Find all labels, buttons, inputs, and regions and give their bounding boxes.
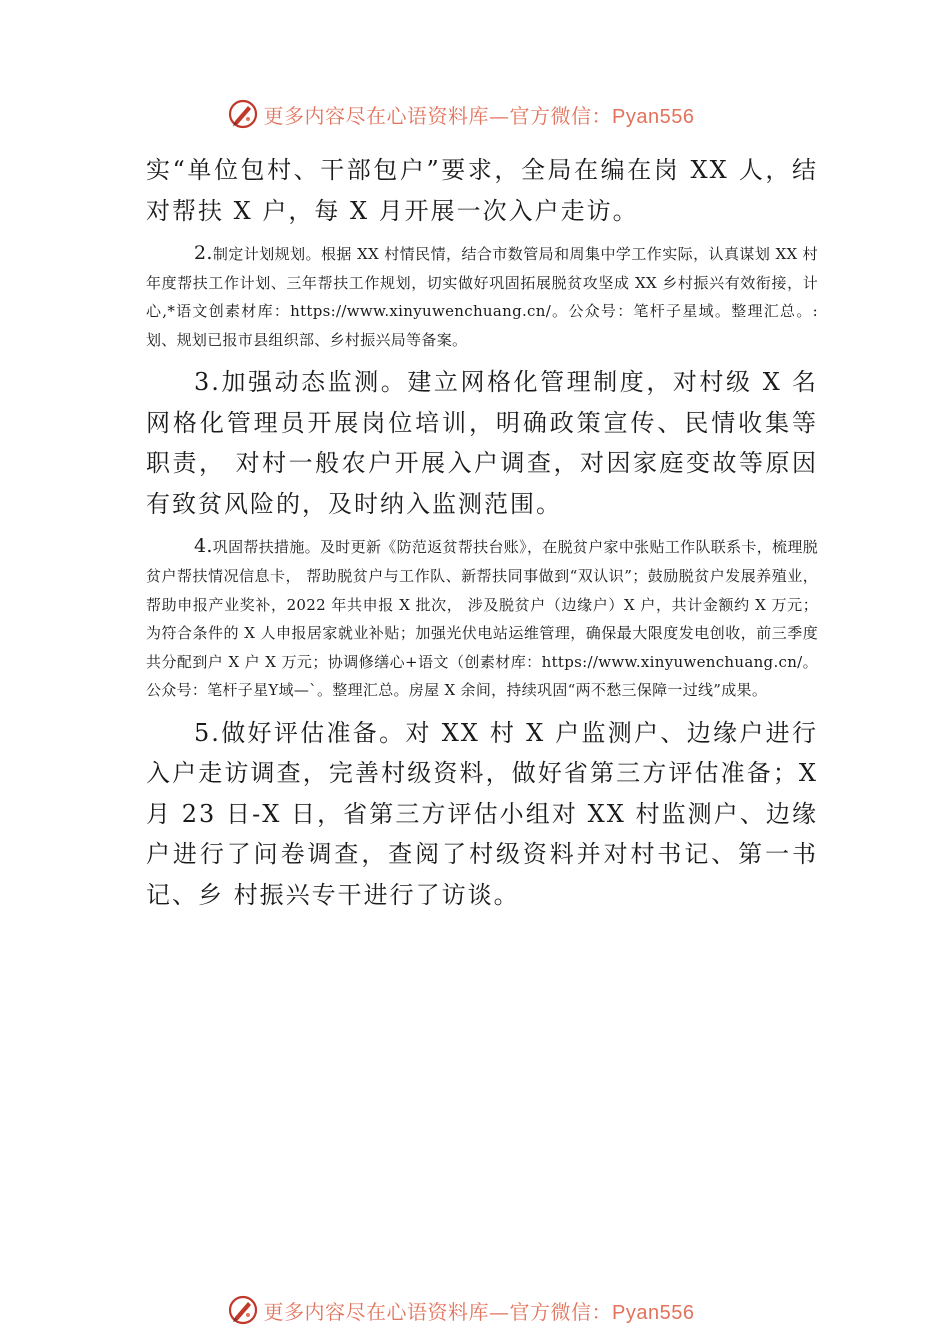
paragraph-4: [146, 532, 818, 705]
document-body: [146, 150, 818, 915]
paragraph-2: [146, 239, 818, 354]
pen-logo-icon: [226, 97, 260, 131]
footer-banner: [0, 1290, 950, 1330]
footer-banner-id: Pyan556: [612, 1301, 695, 1324]
paragraph-3: 3.加强动态监测。建立网格化管理制度，对村级 X 名网格化管理员开展岗位培训，明确政策宣传、民情收集等职责， 对村一般农户开展入户调查，对因家庭变故等原因有致贫风险的，及时纳入监测范围。: [146, 368, 818, 518]
paragraph-2-number: 2.: [194, 242, 213, 264]
paragraph-1: 实“单位包村、干部包户”要求，全局在编在岗 XX 人，结对帮扶 X 户，每 X 月开展一次入户走访。: [146, 156, 818, 225]
paragraph-5: 5.做好评估准备。对 XX 村 X 户监测户、边缘户进行入户走访调查，完善村级资料，做好省第三方评估准备；X 月 23 日-X 日，省第三方评估小组对 XX 村监测户、边缘户进行了问卷调查，查阅了村级资料并对村书记、第一书记、乡 村振兴专干进行了访谈。: [146, 718, 818, 909]
pen-logo-icon: [226, 1293, 260, 1327]
header-banner-id: Pyan556: [612, 105, 695, 128]
header-banner-text: 更多内容尽在心语资料库—官方微信：Pyan556: [263, 103, 695, 128]
paragraph-2-text: 制定计划规划。根据 XX 村情民情，结合市数管局和周集中学工作实际，认真谋划 XX 村年度帮扶工作计划、三年帮扶工作规划，切实做好巩固拓展脱贫攻坚成 XX 乡村振兴有效衔接，计心,*语文创素材库：https://www.xinyuwenchuang.cn/。公众号：笔杆子星域。整理汇总。:划、规划已报市县组织部、乡村振兴局等备案。: [146, 245, 818, 349]
footer-banner-text: 更多内容尽在心语资料库—官方微信：Pyan556: [263, 1299, 695, 1324]
header-banner: [0, 94, 950, 134]
paragraph-4-text: 巩固帮扶措施。及时更新《防范返贫帮扶台账》，在脱贫户家中张贴工作队联系卡，梳理脱贫户帮扶情况信息卡， 帮助脱贫户与工作队、新帮扶同事做到“双认识”；鼓励脱贫户发展养殖业，帮助申报产业奖补，2022 年共申报 X 批次， 涉及脱贫户（边缘户）X 户，共计金额约 X 万元；为符合条件的 X 人申报居家就业补贴；加强光伏电站运维管理，确保最大限度发电创收，前三季度共分配到户 X 户 X 万元；协调修缮心+语文（创素材库：https://www.xinyuwenchuang.cn/。公众号：笔杆子星Y域—`。整理汇总。房屋 X 余间，持续巩固“两不愁三保障一过线”成果。: [146, 538, 818, 700]
paragraph-4-number: 4.: [194, 535, 213, 558]
